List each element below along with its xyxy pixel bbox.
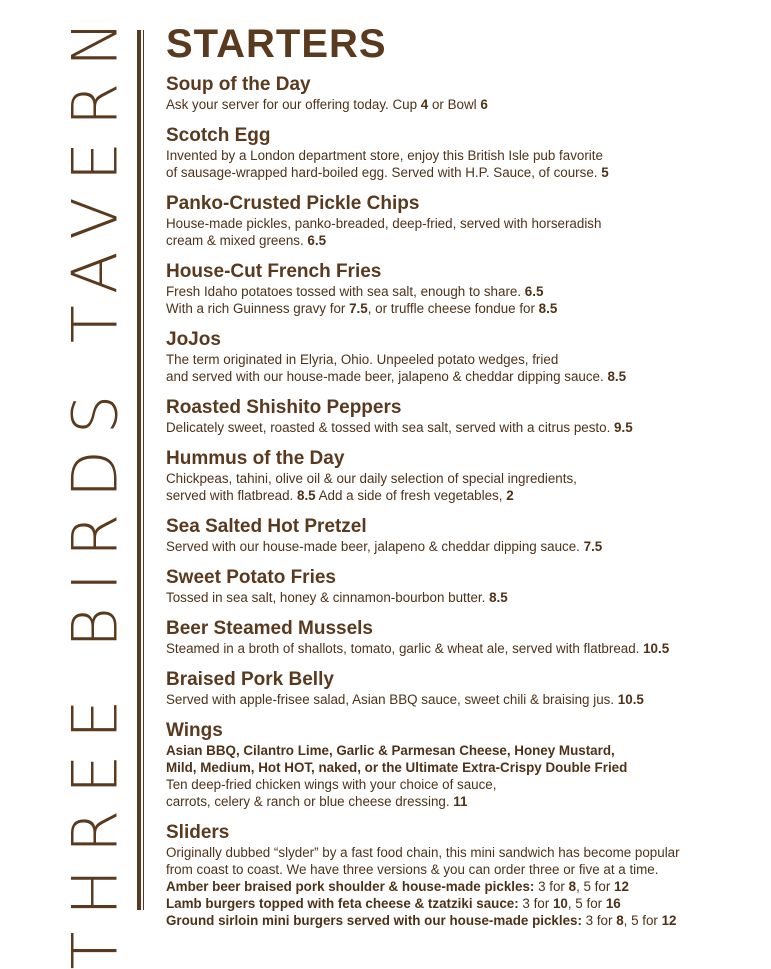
menu-item-description-line bbox=[166, 776, 756, 793]
bold-text: 5 bbox=[601, 165, 609, 180]
menu-item bbox=[166, 822, 756, 929]
bold-text: 12 bbox=[661, 913, 677, 928]
text: Chickpeas, tahini, olive oil & our daily selection of special ingredients, bbox=[166, 471, 577, 486]
bold-text: 10.5 bbox=[643, 641, 670, 656]
bold-text: 6.5 bbox=[307, 233, 327, 248]
menu-item-name: Sliders bbox=[166, 822, 230, 843]
text: , or truffle cheese fondue for bbox=[367, 301, 539, 316]
text: Delicately sweet, roasted & tossed with sea salt, served with a citrus pesto. bbox=[166, 420, 615, 435]
text: Steamed in a broth of shallots, tomato, garlic & wheat ale, served with flatbread. bbox=[166, 641, 644, 656]
text: Add a side of fresh vegetables, bbox=[315, 488, 507, 503]
menu-item-description-line bbox=[166, 232, 756, 249]
text: Ten deep-fried chicken wings with your choice of sauce, bbox=[166, 777, 497, 792]
text: 3 for bbox=[581, 913, 617, 928]
menu-item bbox=[166, 516, 756, 555]
menu-item-description-line bbox=[166, 215, 756, 232]
text: from coast to coast. We have three versions & you can order three or five at a time. bbox=[166, 862, 659, 877]
menu-item bbox=[166, 618, 756, 657]
menu-content bbox=[166, 20, 756, 941]
menu-item-name: Beer Steamed Mussels bbox=[166, 618, 373, 639]
bold-text: 7.5 bbox=[349, 301, 368, 316]
text: , 5 for bbox=[567, 896, 606, 911]
menu-item-description-line bbox=[166, 861, 756, 878]
menu-item-description-line bbox=[166, 351, 756, 368]
text: Ask your server for our offering today. Cup bbox=[166, 97, 421, 112]
menu-item-name: Braised Pork Belly bbox=[166, 669, 334, 690]
text: 3 for bbox=[518, 896, 553, 911]
text: of sausage-wrapped hard-boiled egg. Served with H.P. Sauce, of course. bbox=[166, 165, 602, 180]
bold-text: 10.5 bbox=[617, 692, 644, 707]
menu-item bbox=[166, 261, 756, 317]
menu-item-description-line bbox=[166, 912, 756, 929]
bold-text: 7.5 bbox=[583, 539, 603, 554]
vertical-divider-thin bbox=[143, 30, 144, 910]
menu-item-name: Sea Salted Hot Pretzel bbox=[166, 516, 367, 537]
bold-text: 6 bbox=[480, 97, 488, 112]
text: , 5 for bbox=[623, 913, 662, 928]
menu-item-description-line bbox=[166, 742, 756, 759]
menu-item-description-line bbox=[166, 844, 756, 861]
menu-item-name: Roasted Shishito Peppers bbox=[166, 397, 402, 418]
menu-item bbox=[166, 567, 756, 606]
menu-item-description-line bbox=[166, 640, 756, 657]
menu-item-description-line bbox=[166, 895, 756, 912]
text: House-made pickles, panko-breaded, deep-fried, served with horseradish bbox=[166, 216, 602, 231]
bold-text: 12 bbox=[614, 879, 629, 894]
section-heading: STARTERS bbox=[166, 22, 387, 66]
text: Originally dubbed “slyder” by a fast food chain, this mini sandwich has become popular bbox=[166, 845, 680, 860]
menu-item-description-line bbox=[166, 589, 756, 606]
menu-item-name: Scotch Egg bbox=[166, 125, 271, 146]
bold-text: 9.5 bbox=[614, 420, 633, 435]
menu-item bbox=[166, 74, 756, 113]
menu-item bbox=[166, 669, 756, 708]
bold-text: 4 bbox=[420, 97, 429, 112]
menu-item-description-line bbox=[166, 147, 756, 164]
bold-text: 8.5 bbox=[297, 488, 316, 503]
bold-text: Lamb burgers topped with feta cheese & tzatziki sauce: bbox=[166, 896, 519, 911]
bold-text: Mild, Medium, Hot HOT, naked, or the Ultimate Extra-Crispy Double Fried bbox=[166, 760, 628, 775]
menu-item-description-line bbox=[166, 300, 756, 317]
menu-item-name: Soup of the Day bbox=[166, 74, 311, 95]
menu-item-description-line bbox=[166, 419, 756, 436]
menu-item bbox=[166, 193, 756, 249]
menu-item-description-line bbox=[166, 164, 756, 181]
text: Served with our house-made beer, jalapeno & cheddar dipping sauce. bbox=[166, 539, 584, 554]
menu-item bbox=[166, 329, 756, 385]
text: The term originated in Elyria, Ohio. Unpeeled potato wedges, fried bbox=[166, 352, 559, 367]
menu-item-name: JoJos bbox=[166, 329, 221, 350]
text: cream & mixed greens. bbox=[166, 233, 308, 248]
bold-text: 6.5 bbox=[524, 284, 544, 299]
menu-item-name: House-Cut French Fries bbox=[166, 261, 382, 282]
text: , 5 for bbox=[576, 879, 615, 894]
menu-item-description-line bbox=[166, 96, 756, 113]
restaurant-name-vertical bbox=[50, 4, 140, 969]
menu-item bbox=[166, 125, 756, 181]
bold-text: 2 bbox=[506, 488, 514, 503]
menu-item bbox=[166, 720, 756, 810]
bold-text: 10 bbox=[552, 896, 568, 911]
menu-item bbox=[166, 448, 756, 504]
text: Tossed in sea salt, honey & cinnamon-bourbon butter. bbox=[166, 590, 490, 605]
bold-text: 8.5 bbox=[489, 590, 508, 605]
text: 3 for bbox=[534, 879, 569, 894]
menu-item-description-line bbox=[166, 878, 756, 895]
text: and served with our house-made beer, jalapeno & cheddar dipping sauce. bbox=[166, 369, 608, 384]
menu-items-list bbox=[166, 74, 756, 929]
text: Invented by a London department store, enjoy this British Isle pub favorite bbox=[166, 148, 603, 163]
bold-text: 11 bbox=[453, 794, 468, 809]
menu-item-description-line bbox=[166, 487, 756, 504]
bold-text: Asian BBQ, Cilantro Lime, Garlic & Parmesan Cheese, Honey Mustard, bbox=[166, 743, 615, 758]
text: Served with apple-frisee salad, Asian BBQ sauce, sweet chili & braising jus. bbox=[166, 692, 618, 707]
bold-text: 8 bbox=[616, 913, 624, 928]
bold-text: 8.5 bbox=[538, 301, 558, 316]
bold-text: 16 bbox=[605, 896, 621, 911]
menu-item bbox=[166, 397, 756, 436]
text: or Bowl bbox=[428, 97, 481, 112]
bold-text: Ground sirloin mini burgers served with our house-made pickles: bbox=[166, 913, 582, 928]
bold-text: 8 bbox=[568, 879, 577, 894]
text: Fresh Idaho potatoes tossed with sea salt, enough to share. bbox=[166, 284, 525, 299]
text: With a rich Guinness gravy for bbox=[166, 301, 350, 316]
menu-item-description-line bbox=[166, 368, 756, 385]
bold-text: 8.5 bbox=[607, 369, 627, 384]
vertical-divider bbox=[137, 30, 141, 910]
menu-item-name: Sweet Potato Fries bbox=[166, 567, 336, 588]
bold-text: Amber beer braised pork shoulder & house-made pickles: bbox=[166, 879, 535, 894]
menu-item-name: Hummus of the Day bbox=[166, 448, 345, 469]
menu-item-description-line bbox=[166, 691, 756, 708]
text: carrots, celery & ranch or blue cheese dressing. bbox=[166, 794, 454, 809]
restaurant-name: THREE BIRDS TAVERN bbox=[58, 4, 132, 969]
menu-item-description-line bbox=[166, 283, 756, 300]
menu-item-name: Panko-Crusted Pickle Chips bbox=[166, 193, 420, 214]
menu-item-description-line bbox=[166, 759, 756, 776]
menu-item-description-line bbox=[166, 538, 756, 555]
menu-item-name: Wings bbox=[166, 720, 223, 741]
text: served with flatbread. bbox=[166, 488, 297, 503]
menu-item-description-line bbox=[166, 793, 756, 810]
menu-item-description-line bbox=[166, 470, 756, 487]
